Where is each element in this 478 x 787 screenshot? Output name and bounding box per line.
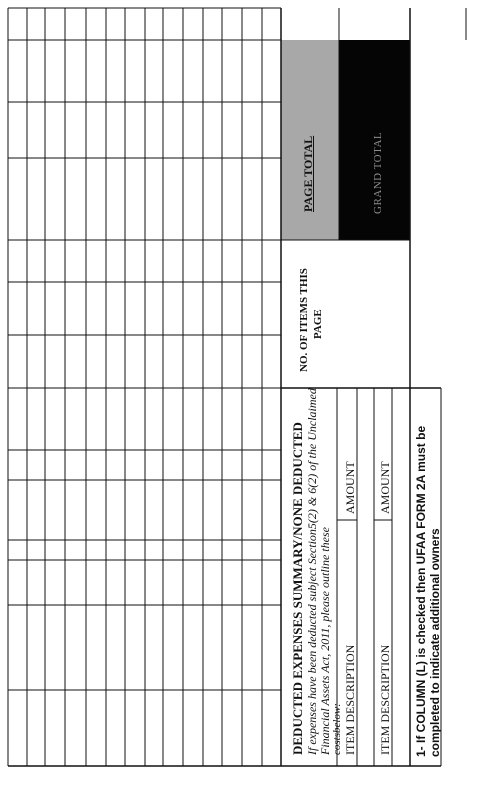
summary-instruction-line-2: Financial Assets Act, 2011, please outline these bbox=[318, 527, 332, 755]
page-total-label: PAGE TOTAL bbox=[301, 135, 315, 212]
footnote-line-1: 1- If COLUMN (L) is checked then UFAA FORM 2A must be bbox=[414, 425, 428, 757]
items-this-page-label-line-2: PAGE bbox=[312, 309, 324, 339]
item-description-label-2: ITEM DESCRIPTION bbox=[378, 644, 392, 755]
summary-instruction-line-1: If expenses have been deducted subject Section5(2) & 6(2) of the Unclaimed bbox=[305, 388, 319, 755]
footnote-line-2: completed to indicate additional owners bbox=[428, 528, 442, 757]
items-this-page-label-line-1: NO. OF ITEMS THIS bbox=[298, 268, 310, 372]
grand-total-label: GRAND TOTAL bbox=[372, 131, 384, 214]
summary-instruction-line-3: costsbelow: bbox=[331, 703, 343, 755]
amount-label-1: AMOUNT bbox=[343, 461, 357, 514]
amount-label-2: AMOUNT bbox=[378, 461, 392, 514]
summary-heading: DEDUCTED EXPENSES SUMMARY/NONE DEDUCTED bbox=[290, 422, 305, 755]
item-description-label-1: ITEM DESCRIPTION bbox=[343, 644, 357, 755]
